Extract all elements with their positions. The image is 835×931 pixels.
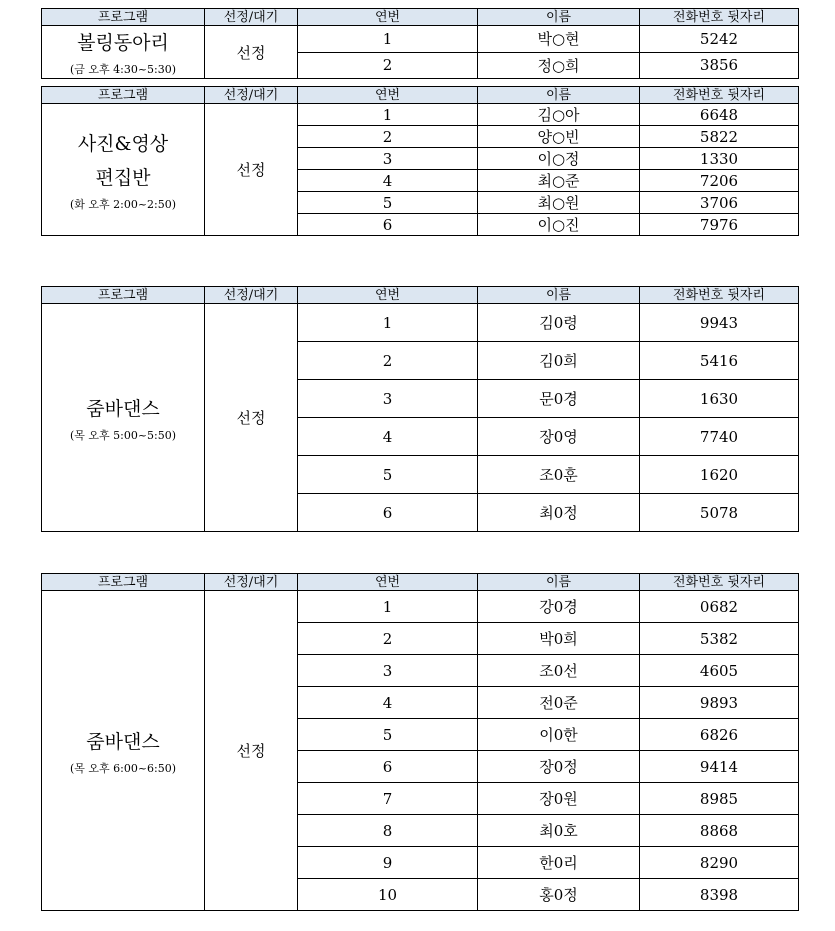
header-row xyxy=(42,574,799,591)
row-number: 2 xyxy=(298,126,478,148)
row-name: 박0희 xyxy=(478,623,640,655)
program-table-photo-video xyxy=(41,86,799,236)
row-number: 8 xyxy=(298,815,478,847)
header-phone: 전화번호 뒷자리 xyxy=(640,287,799,304)
row-phone: 9893 xyxy=(640,687,799,719)
header-phone: 전화번호 뒷자리 xyxy=(640,9,799,26)
row-name: 이○진 xyxy=(478,214,640,236)
row-number: 2 xyxy=(298,623,478,655)
program-title: 줌바댄스 xyxy=(86,397,160,420)
row-phone: 8985 xyxy=(640,783,799,815)
header-row xyxy=(42,87,799,104)
header-row xyxy=(42,9,799,26)
program-table-zumba-2 xyxy=(41,573,799,911)
status-cell: 선정 xyxy=(205,104,298,236)
program-time: (금 오후 4:30~5:30) xyxy=(69,63,177,76)
row-number: 1 xyxy=(298,26,478,53)
row-name: 조0선 xyxy=(478,655,640,687)
row-number: 4 xyxy=(298,418,478,456)
row-phone: 5382 xyxy=(640,623,799,655)
row-number: 1 xyxy=(298,591,478,623)
row-number: 9 xyxy=(298,847,478,879)
row-name: 최○원 xyxy=(478,192,640,214)
row-number: 4 xyxy=(298,170,478,192)
row-number: 5 xyxy=(298,719,478,751)
row-name: 김0령 xyxy=(478,304,640,342)
row-phone: 8398 xyxy=(640,879,799,911)
row-name: 최0호 xyxy=(478,815,640,847)
row-name: 김○아 xyxy=(478,104,640,126)
row-phone: 1630 xyxy=(640,380,799,418)
row-number: 3 xyxy=(298,380,478,418)
header-name: 이름 xyxy=(478,9,640,26)
table-row xyxy=(42,26,799,53)
program-title-line2: 편집반 xyxy=(95,166,151,189)
status-cell: 선정 xyxy=(205,304,298,532)
row-phone: 5416 xyxy=(640,342,799,380)
row-phone: 3706 xyxy=(640,192,799,214)
row-number: 2 xyxy=(298,52,478,79)
row-number: 4 xyxy=(298,687,478,719)
row-phone: 8290 xyxy=(640,847,799,879)
row-name: 한0리 xyxy=(478,847,640,879)
row-phone: 4605 xyxy=(640,655,799,687)
program-table-zumba-1 xyxy=(41,286,799,532)
program-time: (목 오후 6:00~6:50) xyxy=(69,761,177,775)
row-name: 최0정 xyxy=(478,494,640,532)
row-phone: 5242 xyxy=(640,26,799,53)
row-name: 문0경 xyxy=(478,380,640,418)
row-name: 강0경 xyxy=(478,591,640,623)
header-program: 프로그램 xyxy=(42,574,205,591)
header-phone: 전화번호 뒷자리 xyxy=(640,574,799,591)
row-phone: 8868 xyxy=(640,815,799,847)
row-name: 정○희 xyxy=(478,52,640,79)
row-phone: 6648 xyxy=(640,104,799,126)
program-cell xyxy=(42,304,205,532)
program-table-bowling xyxy=(41,8,799,79)
row-phone: 1620 xyxy=(640,456,799,494)
row-number: 1 xyxy=(298,104,478,126)
header-name: 이름 xyxy=(478,287,640,304)
header-number: 연번 xyxy=(298,287,478,304)
table-row xyxy=(42,591,799,623)
row-phone: 5822 xyxy=(640,126,799,148)
row-number: 6 xyxy=(298,751,478,783)
program-cell xyxy=(42,26,205,79)
row-phone: 7976 xyxy=(640,214,799,236)
header-number: 연번 xyxy=(298,9,478,26)
row-number: 10 xyxy=(298,879,478,911)
row-number: 6 xyxy=(298,494,478,532)
row-phone: 6826 xyxy=(640,719,799,751)
header-row xyxy=(42,287,799,304)
row-name: 박○현 xyxy=(478,26,640,53)
program-title: 줌바댄스 xyxy=(86,730,160,753)
row-number: 5 xyxy=(298,456,478,494)
row-name: 이0한 xyxy=(478,719,640,751)
row-phone: 7206 xyxy=(640,170,799,192)
row-number: 3 xyxy=(298,655,478,687)
header-number: 연번 xyxy=(298,574,478,591)
row-phone: 9943 xyxy=(640,304,799,342)
row-number: 7 xyxy=(298,783,478,815)
program-title: 사진&영상 xyxy=(77,132,169,155)
row-name: 이○정 xyxy=(478,148,640,170)
header-number: 연번 xyxy=(298,87,478,104)
header-name: 이름 xyxy=(478,87,640,104)
table-row xyxy=(42,304,799,342)
header-status: 선정/대기 xyxy=(205,9,298,26)
program-title: 볼링동아리 xyxy=(77,32,169,54)
row-name: 장0원 xyxy=(478,783,640,815)
header-status: 선정/대기 xyxy=(205,87,298,104)
row-phone: 5078 xyxy=(640,494,799,532)
header-status: 선정/대기 xyxy=(205,287,298,304)
row-name: 최○준 xyxy=(478,170,640,192)
program-cell xyxy=(42,104,205,236)
row-name: 장0영 xyxy=(478,418,640,456)
program-cell xyxy=(42,591,205,911)
header-name: 이름 xyxy=(478,574,640,591)
row-phone: 7740 xyxy=(640,418,799,456)
row-name: 홍0정 xyxy=(478,879,640,911)
header-phone: 전화번호 뒷자리 xyxy=(640,87,799,104)
row-phone: 1330 xyxy=(640,148,799,170)
status-cell: 선정 xyxy=(205,26,298,79)
header-program: 프로그램 xyxy=(42,287,205,304)
row-name: 전0준 xyxy=(478,687,640,719)
table-row xyxy=(42,104,799,126)
row-number: 1 xyxy=(298,304,478,342)
row-phone: 0682 xyxy=(640,591,799,623)
status-cell: 선정 xyxy=(205,591,298,911)
header-status: 선정/대기 xyxy=(205,574,298,591)
row-name: 조0훈 xyxy=(478,456,640,494)
program-time: (화 오후 2:00~2:50) xyxy=(69,197,177,211)
row-number: 3 xyxy=(298,148,478,170)
row-name: 장0정 xyxy=(478,751,640,783)
row-name: 양○빈 xyxy=(478,126,640,148)
row-name: 김0희 xyxy=(478,342,640,380)
row-phone: 9414 xyxy=(640,751,799,783)
row-phone: 3856 xyxy=(640,52,799,79)
row-number: 6 xyxy=(298,214,478,236)
row-number: 2 xyxy=(298,342,478,380)
header-program: 프로그램 xyxy=(42,87,205,104)
program-time: (목 오후 5:00~5:50) xyxy=(69,428,177,442)
header-program: 프로그램 xyxy=(42,9,205,26)
row-number: 5 xyxy=(298,192,478,214)
